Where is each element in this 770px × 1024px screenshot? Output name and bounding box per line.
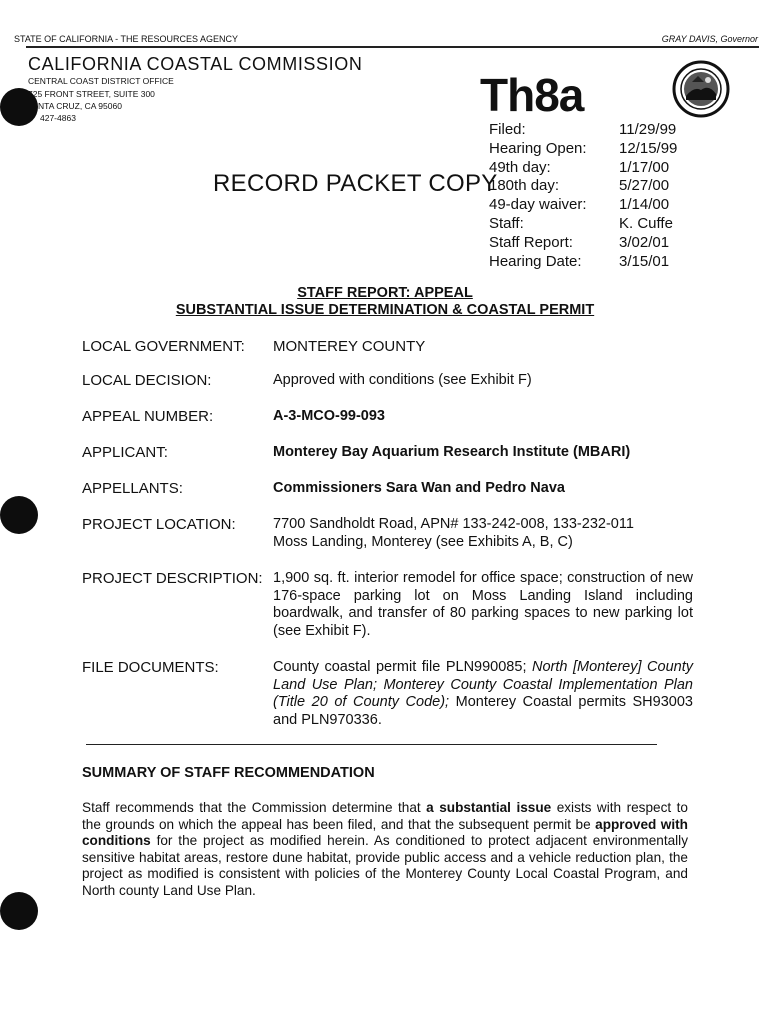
date-value: 3/15/01 xyxy=(619,252,670,270)
item-number: Th8a xyxy=(480,69,584,121)
file-documents-part3: Monterey Coastal permits SH93003 and PLN970336. xyxy=(273,694,693,728)
summary-text-1: Staff recommends that the Commission determine that xyxy=(82,800,427,815)
agency-line: STATE OF CALIFORNIA - THE RESOURCES AGENCY xyxy=(14,34,239,44)
date-label: Filed: xyxy=(489,121,526,138)
date-row xyxy=(489,177,677,196)
date-label: Hearing Open: xyxy=(489,139,587,157)
project-location-value xyxy=(273,516,693,551)
applicant-value: Monterey Bay Aquarium Research Institute (MBARI) xyxy=(273,444,631,460)
project-location-line1: 7700 Sandholdt Road, APN# 133-242-008, 133-232-011 xyxy=(273,516,634,532)
file-documents-italic: North [Monterey] County Land Use Plan; Monterey County Coastal Implementation Plan (Title 20 of County Code); xyxy=(273,659,693,710)
local-decision-value: Approved with conditions (see Exhibit F) xyxy=(273,372,532,388)
date-row xyxy=(489,253,677,272)
office-line-1: CENTRAL COAST DISTRICT OFFICE xyxy=(28,76,174,86)
date-row xyxy=(489,196,677,215)
punch-hole-bottom xyxy=(0,892,38,930)
date-row xyxy=(489,215,677,234)
date-label: 49-day waiver: xyxy=(489,196,587,214)
project-location-line2: Moss Landing, Monterey (see Exhibits A, B, C) xyxy=(273,533,573,550)
file-documents-part1: County coastal permit file PLN990085; xyxy=(273,659,533,675)
summary-paragraph xyxy=(82,800,688,900)
date-value: 1/17/00 xyxy=(619,158,670,176)
date-value: 1/14/00 xyxy=(619,196,670,214)
local-government-value: MONTEREY COUNTY xyxy=(273,338,426,355)
date-value: 5/27/00 xyxy=(619,177,670,195)
project-location-label: PROJECT LOCATION: xyxy=(82,516,236,533)
date-label: 180th day: xyxy=(489,177,560,195)
summary-text-3: for the project as modified herein. As conditioned to protect adjacent environmentally sensitive habitat areas, restore dune habitat, provide public access and a vehicle reduction plan, the project as modified is consistent with policies of the Monterey County Local Coastal Program, and North county Land Use Plan. xyxy=(82,833,688,898)
date-label: 49th day: xyxy=(489,158,551,176)
governor-line: GRAY DAVIS, Governor xyxy=(661,34,758,44)
summary-text-2: exists with respect to the grounds on which the appeal has been filed, and that the subsequent permit be xyxy=(82,800,688,832)
office-line-4: 427-4863 xyxy=(40,113,76,123)
appellants-label: APPELLANTS: xyxy=(82,480,183,497)
appeal-number-label: APPEAL NUMBER: xyxy=(82,408,214,425)
date-value: 3/02/01 xyxy=(619,233,670,251)
date-value: K. Cuffe xyxy=(619,214,673,232)
date-label: Staff Report: xyxy=(489,233,573,251)
file-documents-label: FILE DOCUMENTS: xyxy=(82,659,219,676)
commission-name: CALIFORNIA COASTAL COMMISSION xyxy=(28,54,363,74)
office-line-3: NTA CRUZ, CA 95060 xyxy=(38,101,122,111)
date-label: Staff: xyxy=(489,214,524,232)
date-row xyxy=(489,140,677,159)
report-title-line2: SUBSTANTIAL ISSUE DETERMINATION & COASTAL PERMIT xyxy=(175,302,595,318)
header-rule xyxy=(26,46,759,48)
summary-heading: SUMMARY OF STAFF RECOMMENDATION xyxy=(82,765,375,781)
state-seal-icon xyxy=(672,60,730,118)
record-packet-stamp: RECORD PACKET COPY xyxy=(213,170,498,197)
project-description-value: 1,900 sq. ft. interior remodel for office space; construction of new 176-space parking lot on Moss Landing Island including boardwalk, and transfer of 80 parking spaces to new parking lot (see Exhibit F). xyxy=(273,570,693,639)
office-line-2: 725 FRONT STREET, SUITE 300 xyxy=(28,89,155,99)
summary-bold-1: a substantial issue xyxy=(426,800,552,815)
date-value: 12/15/99 xyxy=(619,139,678,157)
dates-table xyxy=(489,121,677,271)
file-documents-value xyxy=(273,659,693,729)
section-divider xyxy=(86,744,657,745)
appellants-value: Commissioners Sara Wan and Pedro Nava xyxy=(273,480,565,496)
date-row xyxy=(489,121,677,140)
project-description-label: PROJECT DESCRIPTION: xyxy=(82,570,263,587)
date-row xyxy=(489,234,677,253)
applicant-label: APPLICANT: xyxy=(82,444,168,461)
date-row xyxy=(489,159,677,178)
local-government-label: LOCAL GOVERNMENT: xyxy=(82,338,245,355)
local-decision-label: LOCAL DECISION: xyxy=(82,372,212,389)
summary-bold-2: approved with conditions xyxy=(82,816,688,849)
report-title-line1: STAFF REPORT: APPEAL xyxy=(297,285,473,301)
punch-hole-middle xyxy=(0,496,38,534)
date-value: 11/29/99 xyxy=(619,121,677,138)
appeal-number-value: A-3-MCO-99-093 xyxy=(273,408,385,424)
date-label: Hearing Date: xyxy=(489,252,582,270)
